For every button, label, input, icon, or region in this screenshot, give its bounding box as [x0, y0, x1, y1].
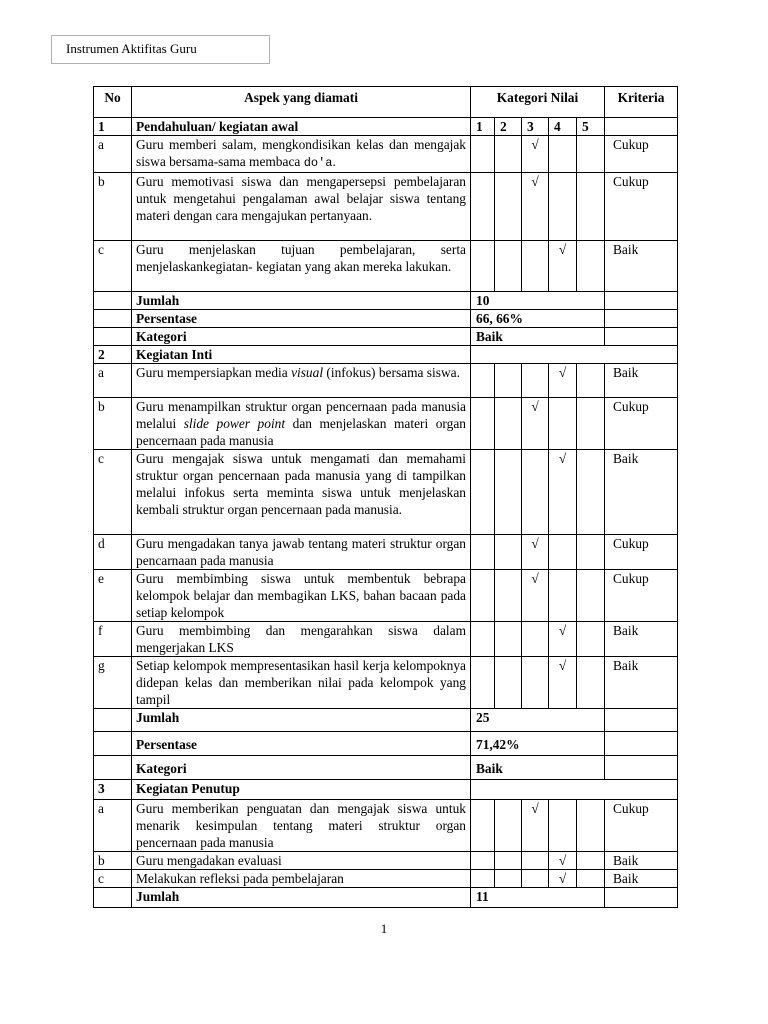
- score-cell-empty: [549, 570, 577, 622]
- jumlah-row: [94, 888, 678, 908]
- item-text: [132, 450, 471, 535]
- item-text-main: Guru membimbing dan mengarahkan siswa dalam mengerjakan LKS: [136, 623, 466, 655]
- empty-cell: [471, 346, 678, 364]
- score-cell-empty: [471, 852, 495, 870]
- score-cell-empty: [522, 852, 549, 870]
- score-cell-empty: [495, 800, 522, 852]
- item-text: [132, 870, 471, 888]
- score-cell-empty: [577, 364, 605, 398]
- item-text-main: Guru mengajak siswa untuk mengamati dan memahami struktur organ pencernaan pada manusia yang di tampilkan melalui infokus serta meminta siswa untuk menjelaskan kembali struktur organ pencernaan pada manusia.: [136, 451, 466, 517]
- check-mark-score-4: √: [549, 657, 577, 709]
- item-text-main: Guru memberi salam, mengkondisikan kelas dan mengajak siswa bersama-sama membaca: [136, 137, 466, 169]
- score-cell-empty: [577, 173, 605, 241]
- item-text: [132, 852, 471, 870]
- item-row: [94, 535, 678, 570]
- empty-cell: [94, 709, 132, 732]
- item-kriteria: Baik: [605, 241, 678, 292]
- item-row: [94, 136, 678, 173]
- item-text-after: dan menjelaskan materi organ pencernaan pada manusia: [136, 416, 466, 448]
- item-text: [132, 570, 471, 622]
- empty-cell: [605, 888, 678, 908]
- item-letter: c: [94, 450, 132, 535]
- persentase-label: Persentase: [132, 732, 471, 756]
- score-cell-empty: [471, 136, 495, 173]
- item-letter: c: [94, 241, 132, 292]
- empty-cell: [94, 328, 132, 346]
- score-cell-empty: [577, 241, 605, 292]
- item-kriteria: Baik: [605, 622, 678, 657]
- item-kriteria: Cukup: [605, 570, 678, 622]
- score-cell-empty: [471, 870, 495, 888]
- item-text-main: Guru mengadakan tanya jawab tentang materi struktur organ pencarnaan pada manusia: [136, 536, 466, 568]
- item-kriteria: Cukup: [605, 398, 678, 450]
- item-text-main: Guru menampilkan struktur organ pencernaan pada manusia melalui: [136, 399, 466, 431]
- section-number: 3: [94, 780, 132, 800]
- score-cell-empty: [471, 364, 495, 398]
- persentase-row: [94, 310, 678, 328]
- score-cell-empty: [522, 241, 549, 292]
- header-row: [94, 87, 678, 118]
- item-text: [132, 535, 471, 570]
- check-mark-score-3: √: [522, 398, 549, 450]
- item-text-italic: visual: [291, 365, 324, 380]
- jumlah-label: Jumlah: [132, 888, 471, 908]
- score-cell-empty: [471, 450, 495, 535]
- check-mark-score-4: √: [549, 364, 577, 398]
- jumlah-value: 10: [471, 292, 605, 310]
- score-cell-empty: [549, 800, 577, 852]
- empty-cell: [94, 756, 132, 780]
- item-row: [94, 657, 678, 709]
- kategori-value: Baik: [471, 756, 605, 780]
- item-text-main: Guru memberikan penguatan dan mengajak siswa untuk menarik kesimpulan tentang materi struktur organ pencernaan pada manusia: [136, 801, 466, 850]
- scale-header-4: 4: [549, 118, 577, 136]
- item-text: [132, 136, 471, 173]
- kategori-label: Kategori: [132, 756, 471, 780]
- item-kriteria: Baik: [605, 450, 678, 535]
- document-title: Instrumen Aktifitas Guru: [51, 35, 270, 64]
- item-letter: d: [94, 535, 132, 570]
- check-mark-score-4: √: [549, 622, 577, 657]
- score-cell-empty: [577, 852, 605, 870]
- section-row: [94, 780, 678, 800]
- score-cell-empty: [577, 657, 605, 709]
- item-kriteria: Cukup: [605, 136, 678, 173]
- check-mark-score-3: √: [522, 535, 549, 570]
- scale-header-2: 2: [495, 118, 522, 136]
- item-letter: g: [94, 657, 132, 709]
- scale-header-1: 1: [471, 118, 495, 136]
- item-letter: b: [94, 852, 132, 870]
- empty-cell: [94, 888, 132, 908]
- item-kriteria: Cukup: [605, 535, 678, 570]
- item-kriteria: Baik: [605, 657, 678, 709]
- empty-cell: [94, 310, 132, 328]
- score-cell-empty: [495, 570, 522, 622]
- score-cell-empty: [577, 136, 605, 173]
- item-text-mono: do'a: [303, 156, 333, 170]
- score-cell-empty: [577, 398, 605, 450]
- item-text-italic: slide power point: [183, 416, 286, 431]
- score-cell-empty: [471, 622, 495, 657]
- jumlah-value: 11: [471, 888, 605, 908]
- kategori-row: [94, 756, 678, 780]
- item-letter: b: [94, 173, 132, 241]
- item-text: [132, 241, 471, 292]
- observation-table: [93, 86, 678, 908]
- header-kategori-nilai: Kategori Nilai: [471, 87, 605, 118]
- item-row: [94, 622, 678, 657]
- section-row: [94, 346, 678, 364]
- score-cell-empty: [549, 398, 577, 450]
- score-cell-empty: [495, 852, 522, 870]
- score-cell-empty: [577, 450, 605, 535]
- item-letter: e: [94, 570, 132, 622]
- item-row: [94, 570, 678, 622]
- score-cell-empty: [471, 800, 495, 852]
- score-cell-empty: [522, 622, 549, 657]
- score-cell-empty: [471, 241, 495, 292]
- item-text-after: (infokus) bersama siswa.: [323, 365, 460, 380]
- item-text-main: Guru mengadakan evaluasi: [136, 853, 282, 868]
- empty-cell: [471, 780, 678, 800]
- item-letter: a: [94, 800, 132, 852]
- item-text-main: Guru memotivasi siswa dan mengapersepsi pembelajaran untuk mengetahui pengalaman awal belajar siswa tentang materi dengan cara mengajukan pertanyaan.: [136, 174, 466, 223]
- check-mark-score-3: √: [522, 173, 549, 241]
- item-row: [94, 398, 678, 450]
- item-row: [94, 173, 678, 241]
- item-text-main: Guru menjelaskan tujuan pembelajaran, serta menjelaskankegiatan- kegiatan yang akan mereka lakukan.: [136, 242, 466, 274]
- score-cell-empty: [577, 570, 605, 622]
- item-text: [132, 622, 471, 657]
- item-text: [132, 364, 471, 398]
- jumlah-value: 25: [471, 709, 605, 732]
- kategori-row: [94, 328, 678, 346]
- item-text-main: Guru mempersiapkan media: [136, 365, 292, 380]
- score-cell-empty: [495, 241, 522, 292]
- section-number: 1: [94, 118, 132, 136]
- item-letter: a: [94, 136, 132, 173]
- section-row: [94, 118, 678, 136]
- score-cell-empty: [471, 535, 495, 570]
- score-cell-empty: [471, 398, 495, 450]
- item-kriteria: Cukup: [605, 800, 678, 852]
- item-kriteria: Cukup: [605, 173, 678, 241]
- scale-header-5: 5: [577, 118, 605, 136]
- item-letter: f: [94, 622, 132, 657]
- score-cell-empty: [522, 657, 549, 709]
- item-letter: c: [94, 870, 132, 888]
- score-cell-empty: [549, 173, 577, 241]
- score-cell-empty: [549, 136, 577, 173]
- score-cell-empty: [471, 570, 495, 622]
- empty-cell: [605, 732, 678, 756]
- score-cell-empty: [577, 800, 605, 852]
- score-cell-empty: [495, 622, 522, 657]
- item-kriteria: Baik: [605, 870, 678, 888]
- empty-cell: [94, 732, 132, 756]
- item-text: [132, 398, 471, 450]
- jumlah-row: [94, 292, 678, 310]
- item-row: [94, 364, 678, 398]
- check-mark-score-3: √: [522, 136, 549, 173]
- score-cell-empty: [577, 870, 605, 888]
- check-mark-score-3: √: [522, 800, 549, 852]
- item-letter: a: [94, 364, 132, 398]
- scale-header-3: 3: [522, 118, 549, 136]
- check-mark-score-4: √: [549, 450, 577, 535]
- item-text-main: Setiap kelompok mempresentasikan hasil kerja kelompoknya didepan kelas dan memberikan nilai pada kelompok yang tampil: [136, 658, 466, 707]
- item-row: [94, 800, 678, 852]
- page-number: 1: [380, 921, 388, 936]
- persentase-row: [94, 732, 678, 756]
- section-number: 2: [94, 346, 132, 364]
- jumlah-label: Jumlah: [132, 292, 471, 310]
- score-cell-empty: [495, 535, 522, 570]
- score-cell-empty: [495, 398, 522, 450]
- empty-cell: [94, 292, 132, 310]
- item-row: [94, 870, 678, 888]
- item-text-after: .: [332, 154, 336, 169]
- empty-cell: [605, 118, 678, 136]
- kategori-label: Kategori: [132, 328, 471, 346]
- header-aspek: Aspek yang diamati: [132, 87, 471, 118]
- section-title: Kegiatan Inti: [132, 346, 471, 364]
- jumlah-row: [94, 709, 678, 732]
- check-mark-score-4: √: [549, 852, 577, 870]
- item-text: [132, 800, 471, 852]
- score-cell-empty: [522, 870, 549, 888]
- score-cell-empty: [495, 364, 522, 398]
- item-text: [132, 173, 471, 241]
- kategori-value: Baik: [471, 328, 605, 346]
- score-cell-empty: [495, 173, 522, 241]
- item-text-main: Guru membimbing siswa untuk membentuk bebrapa kelompok belajar dan membagikan LKS, bahan bacaan pada setiap kelompok: [136, 571, 466, 620]
- persentase-value: 66, 66%: [471, 310, 605, 328]
- score-cell-empty: [495, 136, 522, 173]
- item-kriteria: Baik: [605, 364, 678, 398]
- item-kriteria: Baik: [605, 852, 678, 870]
- item-row: [94, 450, 678, 535]
- empty-cell: [605, 709, 678, 732]
- score-cell-empty: [471, 173, 495, 241]
- section-title: Kegiatan Penutup: [132, 780, 471, 800]
- section-title: Pendahuluan/ kegiatan awal: [132, 118, 471, 136]
- score-cell-empty: [471, 657, 495, 709]
- jumlah-label: Jumlah: [132, 709, 471, 732]
- check-mark-score-3: √: [522, 570, 549, 622]
- score-cell-empty: [522, 450, 549, 535]
- check-mark-score-4: √: [549, 241, 577, 292]
- empty-cell: [605, 310, 678, 328]
- empty-cell: [605, 292, 678, 310]
- item-text: [132, 657, 471, 709]
- item-row: [94, 852, 678, 870]
- score-cell-empty: [522, 364, 549, 398]
- score-cell-empty: [577, 622, 605, 657]
- score-cell-empty: [495, 657, 522, 709]
- check-mark-score-4: √: [549, 870, 577, 888]
- score-cell-empty: [549, 535, 577, 570]
- empty-cell: [605, 756, 678, 780]
- score-cell-empty: [495, 450, 522, 535]
- item-row: [94, 241, 678, 292]
- empty-cell: [605, 328, 678, 346]
- score-cell-empty: [577, 535, 605, 570]
- item-text-main: Melakukan refleksi pada pembelajaran: [136, 871, 344, 886]
- score-cell-empty: [495, 870, 522, 888]
- persentase-label: Persentase: [132, 310, 471, 328]
- header-kriteria: Kriteria: [605, 87, 678, 118]
- header-no: No: [94, 87, 132, 118]
- persentase-value: 71,42%: [471, 732, 605, 756]
- item-letter: b: [94, 398, 132, 450]
